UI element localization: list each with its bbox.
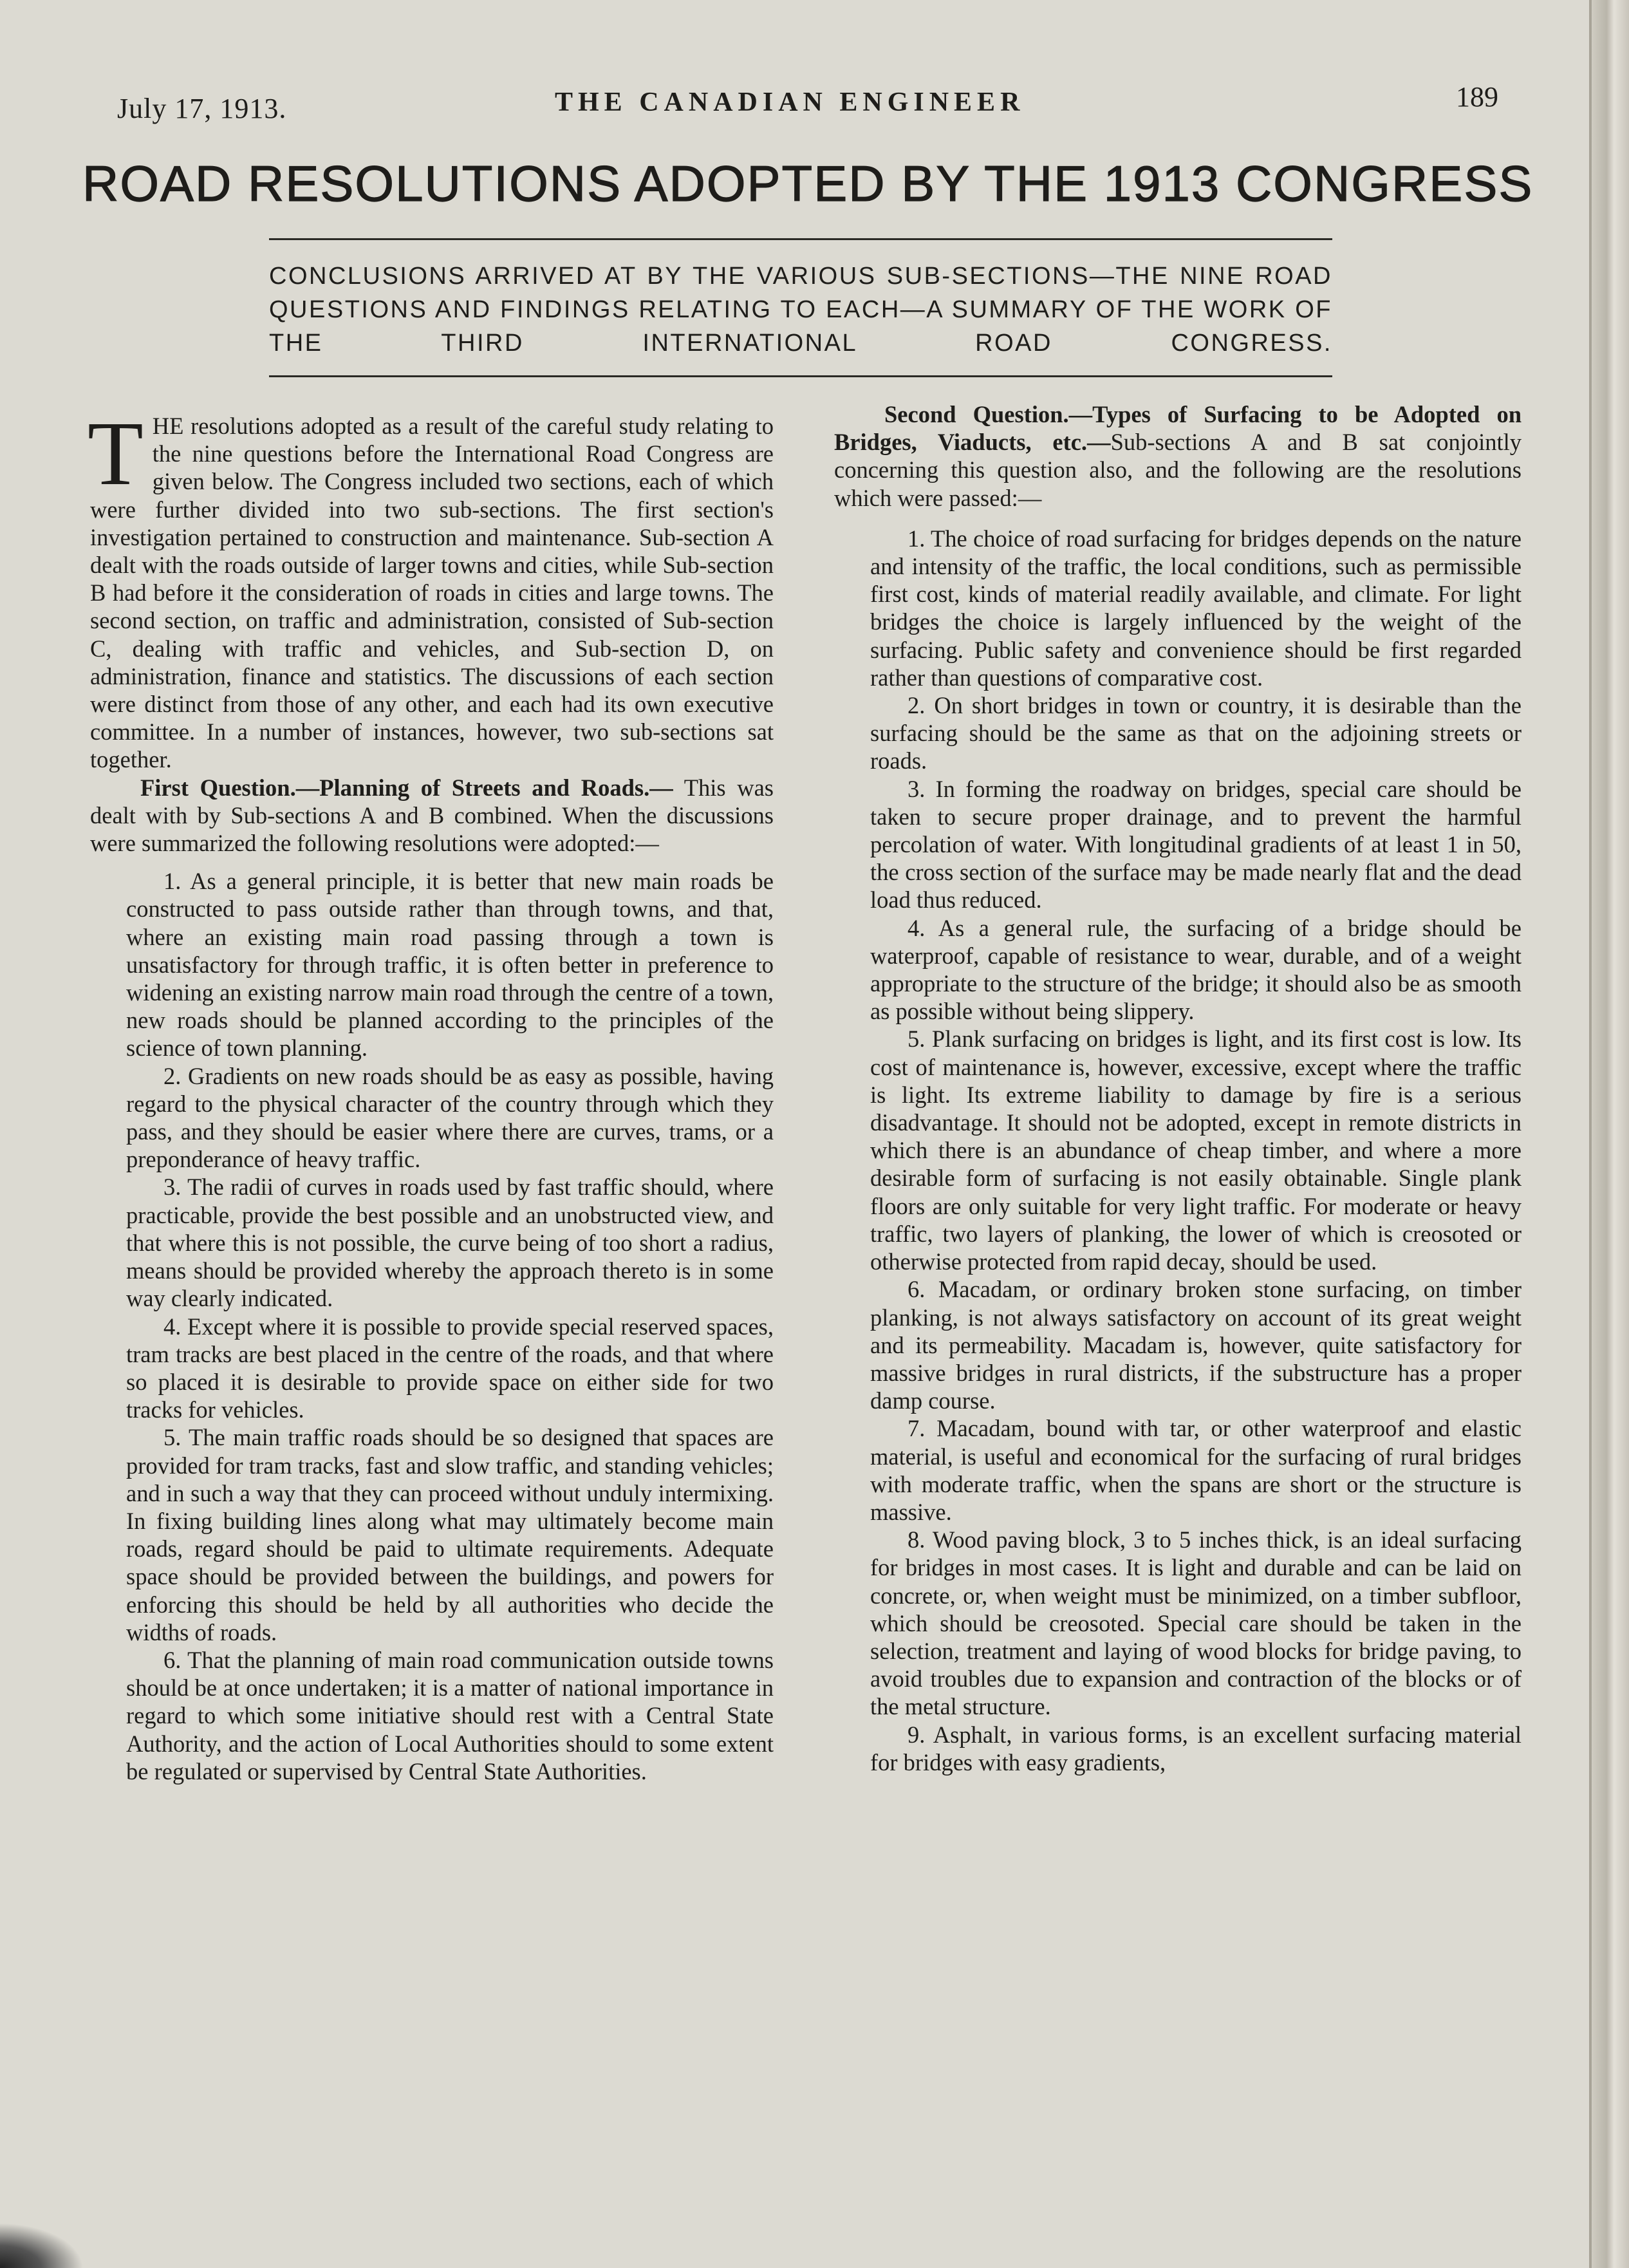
second-question-item-6: 6. Macadam, or ordinary broken stone surfacing, on timber planking, is not always satisfactory on account of its great weight and its permeability. Macadam is, however, quite satisfactory for massive bridges in rural districts, if the substructure has a proper damp course. [870,1276,1522,1414]
right-column [834,400,1522,1776]
second-question-heading: Second Question.—Types of Surfacing to be Adopted on Bridges, Viaducts, etc.— [834,401,1522,456]
second-question-item-1: 1. The choice of road surfacing for bridges depends on the nature and intensity of the traffic, the local conditions, such as permissible first cost, kinds of material readily available, and climate. For light bridges the choice is largely influenced by the weight of the surfacing. Public safety and convenience should be first regarded rather than questions of comparative cost. [870,525,1522,691]
second-question-item-8: 8. Wood paving block, 3 to 5 inches thick, is an ideal surfacing for bridges in most cases. It is light and durable and can be laid on concrete, or, when weight must be minimized, on a timber subfloor, which should be creosoted. Special care should be taken in the selection, treatment and laying of wood blocks for bridge paving, to avoid troubles due to expansion and contraction of the blocks or of the metal structure. [870,1526,1522,1720]
title-rule-bottom [269,375,1332,377]
scan-shadow [0,2223,84,2268]
article-title: ROAD RESOLUTIONS ADOPTED BY THE 1913 CONGRESS [82,155,1534,212]
first-question-intro: This was dealt with by Sub-sections A and B combined. When the discussions were summarized the following resolutions were adopted:— [90,774,774,857]
intro-paragraph [88,402,774,774]
second-question-item-7: 7. Macadam, bound with tar, or other waterproof and elastic material, is useful and economical for the surfacing of rural bridges with moderate traffic, when the spans are short or the structure is massive. [870,1415,1522,1525]
second-question-paragraph [834,400,1522,512]
issue-date: July 17, 1913. [117,93,287,124]
second-question-item-4: 4. As a general rule, the surfacing of a bridge should be waterproof, capable of resistance to wear, durable, and of a weight appropriate to the structure of the bridge; it should also be as smooth as possible without being slippery. [870,914,1522,1025]
second-question-item-3: 3. In forming the roadway on bridges, special care should be taken to secure proper drainage, and to prevent the harmful percolation of water. With longitudinal gradients of at least 1 in 50, the cross section of the surface may be made nearly flat and the dead load thus reduced. [870,775,1522,914]
page-edge [1592,0,1629,2268]
first-question-item-5: 5. The main traffic roads should be so designed that spaces are provided for tram tracks, fast and slow traffic, and standing vehicles; and in such a way that they can proceed without unduly intermixing. In fixing building lines along what may ultimately become main roads, regard should be paid to ultimate requirements. Adequate space should be provided between the buildings, and powers for enforcing this should be held by all authorities who decide the widths of roads. [126,1424,774,1645]
second-question-intro: Sub-sections A and B sat conjointly concerning this question also, and the following are the resolutions which were passed:— [834,429,1522,511]
article-subtitle: CONCLUSIONS ARRIVED AT BY THE VARIOUS SUB-SECTIONS—THE NINE ROAD QUESTIONS AND FINDINGS RELATING TO EACH—A SUMMARY OF THE WORK OF THE THIRD INTERNATIONAL ROAD CONGRESS. [269,263,1332,357]
first-question-heading: First Question.—Planning of Streets and Roads.— [140,774,673,801]
drop-cap: T [88,402,144,504]
first-question-item-1: 1. As a general principle, it is better that new main roads be constructed to pass outside rather than through towns, and that, where an existing main road passing through a town is unsatisfactory for through traffic, it is often better in preference to widening an existing narrow main road through the centre of a town, new roads should be planned according to the principles of the science of town planning. [126,868,774,1062]
second-question-item-5: 5. Plank surfacing on bridges is light, and its first cost is low. Its cost of maintenance is, however, excessive, except where the traffic is light. Its extreme liability to damage by fire is a serious disadvantage. It should not be adopted, except in remote districts in which there is an abundance of cheap timber, and where a more desirable form of surfacing is not easily obtainable. Single plank floors are only suitable for very light traffic. For moderate or heavy traffic, two layers of planking, the lower of which is creosoted or otherwise protected from rapid decay, should be used. [870,1026,1522,1275]
page-number: 189 [1456,81,1498,113]
title-rule-top [269,238,1332,240]
first-question-item-2: 2. Gradients on new roads should be as easy as possible, having regard to the physical character of the country through which they pass, and they should be easier where there are curves, trams, or a preponderance of heavy traffic. [126,1062,774,1173]
left-column [88,402,774,1785]
first-question-item-6: 6. That the planning of main road communication outside towns should be at once undertaken; it is a matter of national importance in regard to which some initiative should rest with a Central State Authority, and the action of Local Authorities should to some extent be regulated or supervised by Central State Authorities. [126,1646,774,1785]
first-question-item-4: 4. Except where it is possible to provide special reserved spaces, tram tracks are best placed in the centre of the roads, and that where so placed it is desirable to provide space on either side for two tracks for vehicles. [126,1313,774,1423]
second-question-item-2: 2. On short bridges in town or country, it is desirable than the surfacing should be the same as that on the adjoining streets or roads. [870,692,1522,774]
second-question-item-9: 9. Asphalt, in various forms, is an excellent surfacing material for bridges with easy gradients, [870,1721,1522,1776]
first-question-item-3: 3. The radii of curves in roads used by fast traffic should, where practicable, provide the best possible and an unobstructed view, and that where this is not possible, the curve being of too short a radius, means should be provided whereby the approach thereto is in some way clearly indicated. [126,1174,774,1312]
intro-text: HE resolutions adopted as a result of the careful study relating to the nine questions before the International Road Congress are given below. The Congress included two sections, each of which were further divided into two sub-sections. The first section's investigation pertained to construction and maintenance. Sub-section A dealt with the roads outside of larger towns and cities, while Sub-section B had before it the consideration of roads in cities and large towns. The second section, on traffic and administration, consisted of Sub-section C, dealing with traffic and vehicles, and Sub-section D, on administration, finance and statistics. The discussions of each section were distinct from those of any other, and each had its own executive committee. In a number of instances, however, two sub-sections sat together. [90,413,774,773]
running-head [0,80,1532,124]
first-question-paragraph [90,774,774,858]
journal-name: THE CANADIAN ENGINEER [555,88,1025,117]
